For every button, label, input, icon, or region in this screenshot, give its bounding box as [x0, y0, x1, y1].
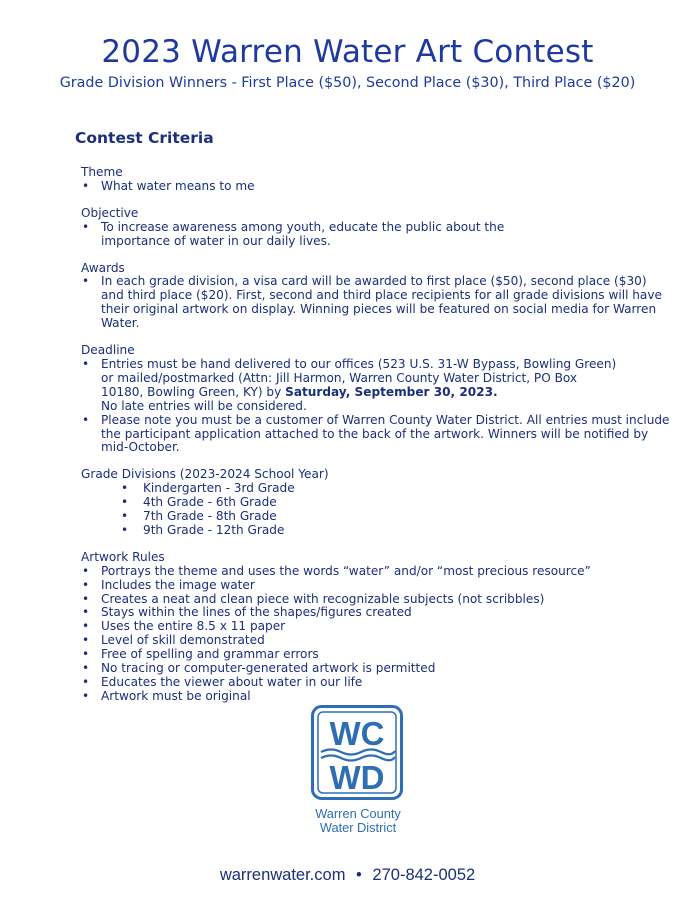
list-item: • 4th Grade - 6th Grade	[81, 496, 661, 510]
footer-phone[interactable]: 270-842-0052	[372, 866, 476, 884]
list-item: • No tracing or computer-generated artwork is permitted	[81, 662, 661, 676]
grade-divisions-label: Grade Divisions (2023-2024 School Year)	[81, 467, 329, 482]
deadline-text-prefix: Entries must be hand delivered to our offices (523 U.S. 31-W Bypass, Bowling Green) or mailed/postmarked (Attn: Jill Harmon, Warren County Water District, PO Box 10180, Bowling Green, KY) by	[101, 356, 617, 399]
list-item	[81, 358, 621, 414]
list-item	[81, 414, 673, 456]
criteria-heading: Contest Criteria	[75, 129, 214, 147]
criteria-content	[81, 165, 670, 717]
wcwd-logo-icon	[311, 705, 403, 800]
grade-divisions-list	[81, 482, 661, 538]
list-item: • What water means to me	[81, 180, 661, 194]
artwork-rules-list	[81, 565, 661, 704]
artwork-rules-section	[81, 551, 661, 704]
objective-label: Objective	[81, 205, 139, 220]
logo-letters-top: WC	[329, 715, 385, 752]
footer-separator: •	[356, 866, 362, 884]
awards-label: Awards	[81, 260, 125, 275]
list-item: • Portrays the theme and uses the words “water” and/or “most precious resource”	[81, 565, 661, 579]
list-item: • Creates a neat and clean piece with recognizable subjects (not scribbles)	[81, 593, 661, 607]
objective-list	[81, 221, 661, 249]
footer-contact	[0, 866, 695, 885]
deadline-list	[81, 356, 670, 455]
list-item: • Uses the entire 8.5 x 11 paper	[81, 620, 661, 634]
page-subtitle: Grade Division Winners - First Place ($50), Second Place ($30), Third Place ($20)	[59, 75, 636, 91]
deadline-date: Saturday, September 30, 2023.	[285, 384, 498, 399]
objective-text: To increase awareness among youth, educate the public about the importance of water in our daily lives.	[101, 219, 505, 248]
awards-section	[81, 262, 661, 332]
list-item: • Artwork must be original	[81, 690, 661, 704]
list-item: • Includes the image water	[81, 579, 661, 593]
logo-line1: Warren County	[315, 806, 401, 821]
list-item	[81, 275, 671, 331]
objective-section	[81, 207, 661, 249]
list-item: • Level of skill demonstrated	[81, 634, 661, 648]
list-item: • 9th Grade - 12th Grade	[81, 524, 661, 538]
awards-list	[81, 275, 661, 331]
list-item: • Free of spelling and grammar errors	[81, 648, 661, 662]
footer-website-link[interactable]: warrenwater.com	[219, 866, 346, 884]
list-item: • 7th Grade - 8th Grade	[81, 510, 661, 524]
list-item: • Stays within the lines of the shapes/figures created	[81, 606, 661, 620]
logo-letters-bottom: WD	[329, 759, 385, 796]
theme-label: Theme	[81, 165, 123, 179]
theme-section	[81, 166, 661, 194]
customer-note: Please note you must be a customer of Warren County Water District. All entries must include the participant application attached to the back of the artwork. Winners will be notified by mid-October.	[101, 412, 670, 455]
deadline-section	[81, 343, 670, 455]
list-item: • Educates the viewer about water in our life	[81, 676, 661, 690]
list-item: • Kindergarten - 3rd Grade	[81, 482, 661, 496]
list-item	[81, 221, 533, 249]
logo-caption	[290, 807, 426, 835]
theme-list	[81, 180, 661, 194]
artwork-rules-label: Artwork Rules	[81, 549, 165, 564]
awards-text: In each grade division, a visa card will be awarded to first place ($50), second place ($30) and third place ($20). First, second and third place recipients for all grade divisions will have their original artwork on display. Winning pieces will be featured on social media for Warren Water.	[101, 274, 662, 331]
deadline-label: Deadline	[81, 343, 135, 358]
grade-divisions-section	[81, 468, 661, 538]
deadline-text-suffix: No late entries will be considered.	[101, 398, 307, 413]
logo-line2: Water District	[319, 820, 397, 835]
page-title: 2023 Warren Water Art Contest	[101, 34, 594, 70]
